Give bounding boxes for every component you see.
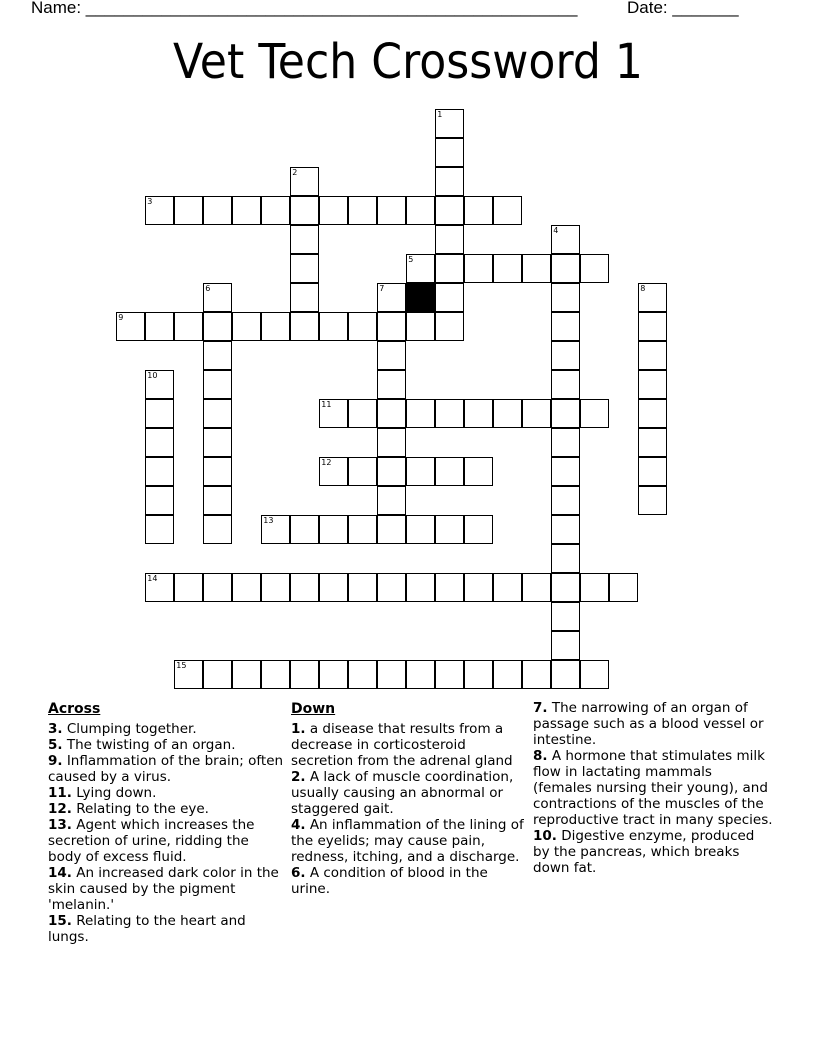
grid-cell[interactable] [609,573,638,602]
grid-cell[interactable] [261,573,290,602]
grid-cell[interactable] [319,660,348,689]
grid-cell[interactable] [203,573,232,602]
grid-cell[interactable] [232,312,261,341]
down-clue-list-continued [533,700,773,876]
grid-cell[interactable] [203,283,232,312]
grid-cell[interactable] [406,254,435,283]
grid-cell[interactable] [319,312,348,341]
grid-cell[interactable] [435,457,464,486]
grid-cell[interactable] [232,660,261,689]
grid-cell[interactable] [319,573,348,602]
grid-cell[interactable] [464,254,493,283]
grid-cell[interactable] [348,660,377,689]
grid-cell[interactable] [377,341,406,370]
clue-item: 9. Inflammation of the brain; often caused by a virus. [48,753,284,785]
clue-number: 6 [205,284,211,294]
grid-cell[interactable] [406,573,435,602]
grid-cell[interactable] [493,399,522,428]
grid-cell[interactable] [551,573,580,602]
grid-cell[interactable] [145,196,174,225]
clue-item: 13. Agent which increases the secretion of urine, ridding the body of excess fluid. [48,817,255,865]
clue-number: 11 [321,400,332,410]
grid-cell[interactable] [435,138,464,167]
grid-cell[interactable] [145,399,174,428]
grid-cell[interactable] [203,428,232,457]
name-field-label: Name: ____________________________________________________ [31,0,578,17]
clue-item: 14. An increased dark color in the skin caused by the pigment 'melanin.' [48,865,279,913]
clue-item: 1. a disease that results from a decrease in corticosteroid secretion from the adrenal gland [291,721,513,769]
grid-cell[interactable] [435,196,464,225]
grid-cell[interactable] [377,660,406,689]
grid-cell[interactable] [203,370,232,399]
grid-cell[interactable] [435,167,464,196]
grid-cell[interactable] [290,573,319,602]
clue-item: 8. A hormone that stimulates milk flow in lactating mammals (females nursing their young), and contractions of the muscles of the reproductive tract in many species. [533,748,773,828]
grid-cell[interactable] [319,399,348,428]
grid-cell[interactable] [290,660,319,689]
grid-cell[interactable] [377,515,406,544]
clue-item: 2. A lack of muscle coordination, usually causing an abnormal or staggered gait. [291,769,514,817]
grid-cell[interactable] [435,254,464,283]
grid-cell[interactable] [377,399,406,428]
grid-cell[interactable] [290,167,319,196]
black-cell [406,283,435,312]
grid-cell[interactable] [435,399,464,428]
grid-cell[interactable] [145,457,174,486]
grid-cell[interactable] [203,515,232,544]
grid-cell[interactable] [464,457,493,486]
grid-cell[interactable] [638,457,667,486]
grid-cell[interactable] [319,515,348,544]
clue-number: 10 [147,371,158,381]
across-clue-list [48,721,286,945]
grid-cell[interactable] [551,399,580,428]
grid-cell[interactable] [174,196,203,225]
grid-cell[interactable] [290,254,319,283]
grid-cell[interactable] [261,515,290,544]
grid-cell[interactable] [638,370,667,399]
grid-cell[interactable] [638,486,667,515]
grid-cell[interactable] [551,225,580,254]
down-clue-list [291,721,531,897]
grid-cell[interactable] [348,573,377,602]
grid-cell[interactable] [203,660,232,689]
grid-cell[interactable] [435,225,464,254]
clue-number: 13 [263,516,274,526]
clue-number: 12 [321,458,332,468]
clue-item: 15. Relating to the heart and lungs. [48,913,246,945]
grid-cell[interactable] [348,196,377,225]
grid-cell[interactable] [551,312,580,341]
grid-cell[interactable] [377,370,406,399]
grid-cell[interactable] [638,283,667,312]
clue-number: 7 [379,284,385,294]
grid-cell[interactable] [406,515,435,544]
clue-item: 5. The twisting of an organ. [48,737,236,753]
page-title: Vet Tech Crossword 1 [173,34,643,90]
grid-cell[interactable] [435,283,464,312]
grid-cell[interactable] [551,602,580,631]
grid-cell[interactable] [145,515,174,544]
clue-item: 7. The narrowing of an organ of passage such as a blood vessel or intestine. [533,700,764,748]
grid-cell[interactable] [522,660,551,689]
grid-cell[interactable] [551,428,580,457]
grid-cell[interactable] [522,573,551,602]
grid-cell[interactable] [551,370,580,399]
grid-cell[interactable] [290,312,319,341]
clue-number: 8 [640,284,646,294]
clue-number: 15 [176,661,187,671]
grid-cell[interactable] [406,312,435,341]
grid-cell[interactable] [377,486,406,515]
clue-number: 14 [147,574,158,584]
grid-cell[interactable] [551,457,580,486]
grid-cell[interactable] [203,457,232,486]
clue-item: 6. A condition of blood in the urine. [291,865,488,897]
clue-number: 4 [553,226,559,236]
grid-cell[interactable] [145,573,174,602]
grid-cell[interactable] [406,457,435,486]
grid-cell[interactable] [551,544,580,573]
grid-cell[interactable] [377,457,406,486]
grid-cell[interactable] [377,196,406,225]
grid-cell[interactable] [464,196,493,225]
grid-cell[interactable] [145,312,174,341]
grid-cell[interactable] [377,573,406,602]
grid-cell[interactable] [348,399,377,428]
grid-cell[interactable] [290,196,319,225]
grid-cell[interactable] [580,254,609,283]
clue-number: 2 [292,168,298,178]
grid-cell[interactable] [435,660,464,689]
grid-cell[interactable] [551,283,580,312]
clue-number: 3 [147,197,153,207]
grid-cell[interactable] [551,631,580,660]
grid-cell[interactable] [551,254,580,283]
grid-cell[interactable] [348,515,377,544]
grid-cell[interactable] [464,660,493,689]
clue-item: 11. Lying down. [48,785,157,801]
clue-item: 3. Clumping together. [48,721,197,737]
grid-cell[interactable] [319,457,348,486]
grid-cell[interactable] [522,254,551,283]
grid-cell[interactable] [580,399,609,428]
clue-number: 9 [118,313,124,323]
down-heading: Down [291,701,336,717]
grid-cell[interactable] [464,573,493,602]
grid-cell[interactable] [493,660,522,689]
grid-cell[interactable] [261,660,290,689]
grid-cell[interactable] [145,486,174,515]
grid-cell[interactable] [464,399,493,428]
clue-number: 1 [437,110,443,120]
grid-cell[interactable] [348,457,377,486]
grid-cell[interactable] [493,573,522,602]
grid-cell[interactable] [203,341,232,370]
grid-cell[interactable] [174,660,203,689]
grid-cell[interactable] [261,312,290,341]
grid-cell[interactable] [406,196,435,225]
clue-item: 10. Digestive enzyme, produced by the pancreas, which breaks down fat. [533,828,755,876]
grid-cell[interactable] [493,254,522,283]
clue-number: 5 [408,255,414,265]
clues-down-column-1 [291,700,531,897]
grid-cell[interactable] [435,312,464,341]
grid-cell[interactable] [435,515,464,544]
grid-cell[interactable] [203,399,232,428]
grid-cell[interactable] [377,312,406,341]
grid-cell[interactable] [638,428,667,457]
date-field-label: Date: _______ [627,0,739,17]
grid-cell[interactable] [406,660,435,689]
grid-cell[interactable] [406,399,435,428]
clue-item: 4. An inflammation of the lining of the eyelids; may cause pain, redness, itching, and a discharge. [291,817,524,865]
clues-across-column [48,700,286,945]
grid-cell[interactable] [638,312,667,341]
grid-cell[interactable] [203,312,232,341]
grid-cell[interactable] [203,196,232,225]
across-heading: Across [48,701,101,717]
grid-cell[interactable] [203,486,232,515]
grid-cell[interactable] [638,341,667,370]
grid-cell[interactable] [290,515,319,544]
clues-down-column-2 [533,700,773,876]
grid-cell[interactable] [580,573,609,602]
grid-cell[interactable] [551,660,580,689]
grid-cell[interactable] [580,660,609,689]
grid-cell[interactable] [145,370,174,399]
grid-cell[interactable] [290,283,319,312]
grid-cell[interactable] [145,428,174,457]
grid-cell[interactable] [116,312,145,341]
grid-cell[interactable] [551,486,580,515]
grid-cell[interactable] [319,196,348,225]
grid-cell[interactable] [435,109,464,138]
grid-cell[interactable] [551,341,580,370]
grid-cell[interactable] [174,312,203,341]
grid-cell[interactable] [290,225,319,254]
grid-cell[interactable] [435,573,464,602]
grid-cell[interactable] [348,312,377,341]
grid-cell[interactable] [638,399,667,428]
grid-cell[interactable] [551,515,580,544]
grid-cell[interactable] [174,573,203,602]
grid-cell[interactable] [377,428,406,457]
grid-cell[interactable] [522,399,551,428]
clue-item: 12. Relating to the eye. [48,801,209,817]
grid-cell[interactable] [464,515,493,544]
grid-cell[interactable] [377,283,406,312]
grid-cell[interactable] [493,196,522,225]
grid-cell[interactable] [261,196,290,225]
grid-cell[interactable] [232,196,261,225]
grid-cell[interactable] [232,573,261,602]
